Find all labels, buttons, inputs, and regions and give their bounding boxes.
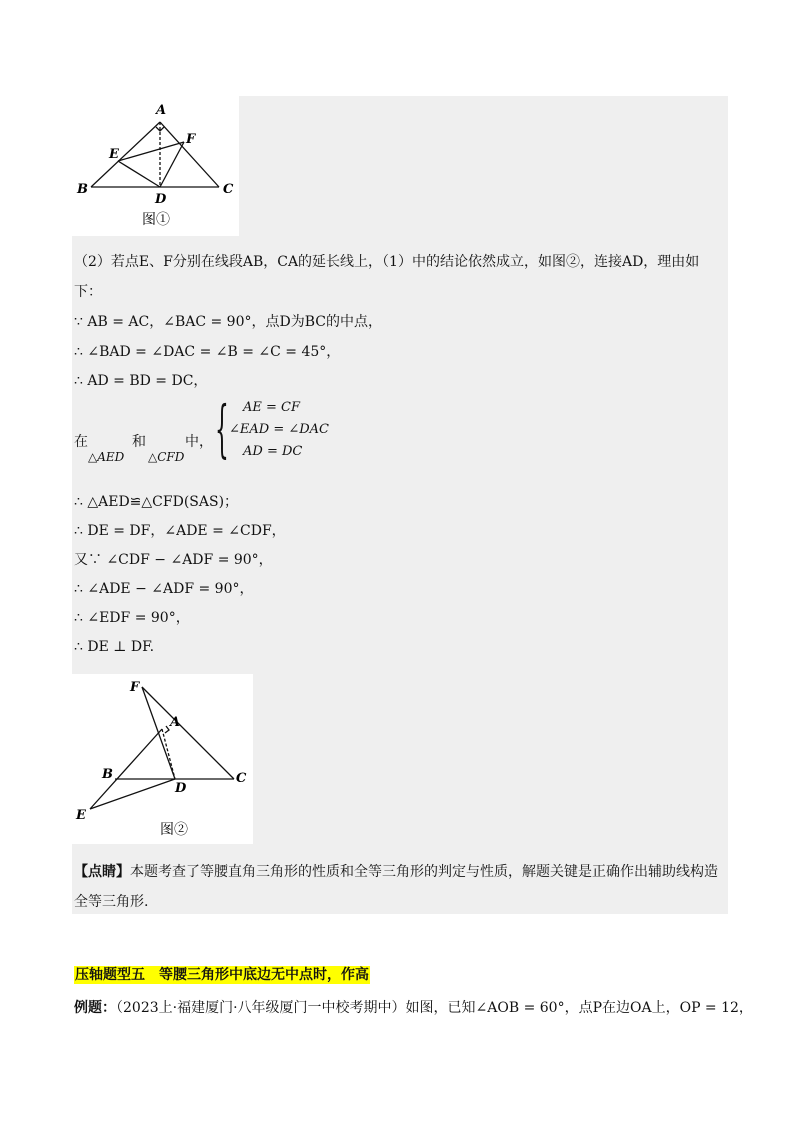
figure-1-diagram bbox=[72, 96, 239, 236]
fig2-label-e: E bbox=[76, 808, 86, 823]
and-word: 和 bbox=[132, 434, 146, 450]
triangle-aed: △AED bbox=[88, 450, 125, 464]
part2-line-2: 下： bbox=[74, 284, 102, 300]
fig1-label-a: A bbox=[156, 103, 167, 118]
also-line: 又∵ ∠CDF − ∠ADF = 90°， bbox=[74, 552, 273, 568]
fig1-label-d: D bbox=[155, 192, 167, 207]
equation-system bbox=[215, 392, 335, 465]
example-text: （2023上·福建厦门·八年级厦门一中校考期中）如图，已知∠AOB = 60°，点P在边OA上，OP = 12， bbox=[116, 1000, 753, 1016]
example-line bbox=[74, 999, 753, 1017]
figure-1 bbox=[72, 96, 239, 236]
given-line: ∵ AB = AC，∠BAC = 90°，点D为BC的中点， bbox=[74, 314, 382, 330]
section-title: 压轴题型五 等腰三角形中底边无中点时，作高 bbox=[75, 967, 369, 983]
equal-line: ∴ AD = BD = DC， bbox=[74, 373, 208, 389]
in-word: 在 bbox=[74, 434, 88, 450]
comment-paragraph bbox=[74, 857, 724, 917]
congruent-line: ∴ △AED≌△CFD(SAS)； bbox=[74, 494, 239, 510]
fig1-label-c: C bbox=[223, 182, 234, 197]
comment-tag: 【点睛】 bbox=[74, 864, 130, 880]
fig2-label-b: B bbox=[102, 767, 113, 782]
triangle-cfd: △CFD bbox=[148, 450, 185, 464]
fig2-label-d: D bbox=[175, 781, 187, 796]
fig2-label-f: F bbox=[130, 680, 140, 695]
figure-2 bbox=[72, 674, 253, 844]
system-row-1: AE = CF bbox=[243, 400, 301, 415]
zhong-word: 中， bbox=[185, 434, 213, 450]
ade-line: ∴ ∠ADE − ∠ADF = 90°， bbox=[74, 581, 254, 597]
system-row-2: ∠EAD = ∠DAC bbox=[229, 422, 330, 437]
angles-line: ∴ ∠BAD = ∠DAC = ∠B = ∠C = 45°， bbox=[74, 344, 341, 360]
de-df-line: ∴ DE = DF，∠ADE = ∠CDF， bbox=[74, 523, 286, 539]
fig1-label-e: E bbox=[109, 147, 119, 162]
fig1-caption: 图① bbox=[142, 212, 170, 228]
system-brace: { bbox=[215, 392, 229, 465]
fig1-label-b: B bbox=[77, 182, 88, 197]
part2-line-1: （2）若点E、F分别在线段AB，CA的延长线上，（1）中的结论依然成立，如图②，连接AD，理由如 bbox=[74, 254, 700, 270]
system-row-3: AD = DC bbox=[243, 444, 303, 459]
fig2-label-a: A bbox=[170, 715, 181, 730]
edf-line: ∴ ∠EDF = 90°， bbox=[74, 610, 190, 626]
fig1-label-f: F bbox=[186, 132, 196, 147]
comment-text: 本题考查了等腰直角三角形的性质和全等三角形的判定与性质，解题关键是正确作出辅助线构造全等三角形. bbox=[74, 864, 718, 910]
figure-2-diagram bbox=[72, 674, 253, 844]
fig2-label-c: C bbox=[236, 771, 247, 786]
example-label: 例题： bbox=[74, 1000, 116, 1016]
fig2-caption: 图② bbox=[160, 822, 188, 838]
perp-line: ∴ DE ⊥ DF. bbox=[74, 639, 155, 655]
